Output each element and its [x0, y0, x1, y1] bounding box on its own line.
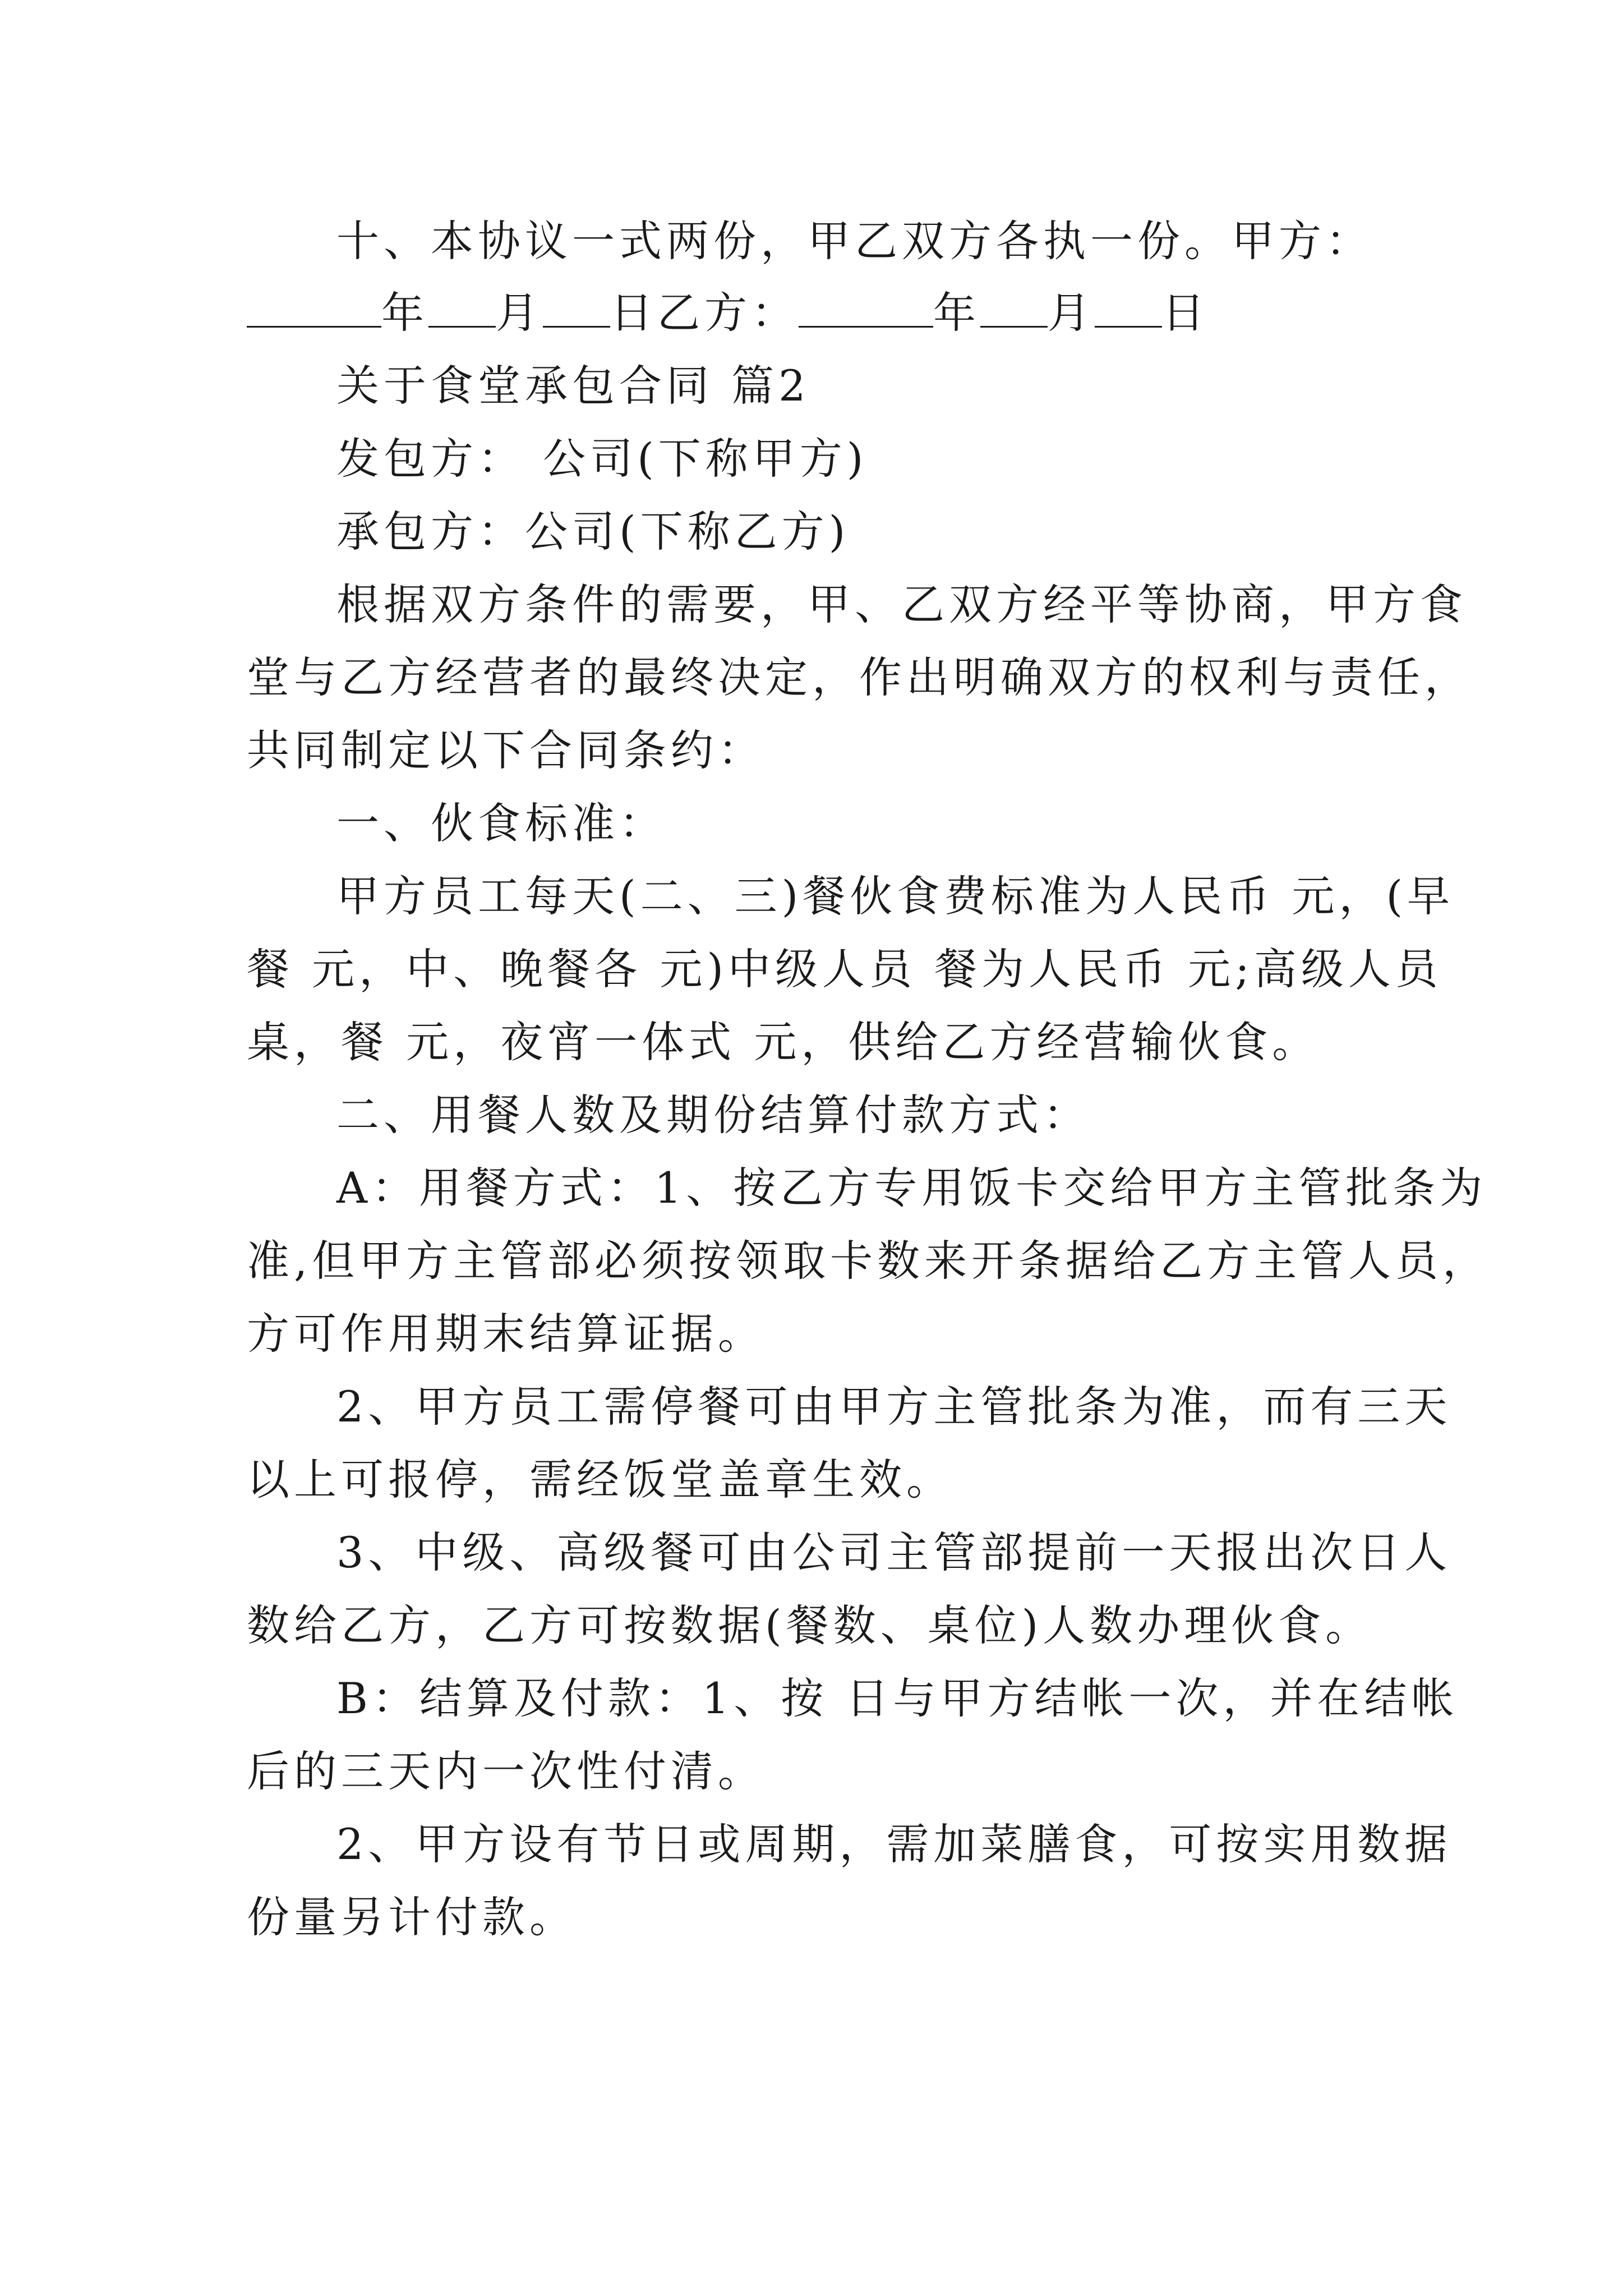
paragraph-line	[336, 1379, 1451, 1435]
party-a-text: 发包方： 公司(下称甲方)	[336, 434, 868, 484]
meal-stop-line-2: 以上可报停，需经饭堂盖章生效。	[247, 1455, 953, 1504]
senior-meal-line-2: 数给乙方，乙方可按数据(餐数、桌位)人数办理伙食。	[247, 1600, 1373, 1650]
day-party-b-label: 日乙方：	[610, 288, 799, 338]
contractor-party-a	[336, 431, 868, 487]
settlement-heading: 二、用餐人数及期份结算付款方式：	[336, 1090, 1090, 1140]
party-a-month-blank	[428, 287, 496, 328]
paragraph-line	[247, 1014, 1319, 1070]
paragraph-line	[336, 1160, 1487, 1216]
food-standard-line-3: 桌，餐 元，夜宵一体式 元，供给乙方经营输伙食。	[247, 1017, 1320, 1067]
year-label-b: 年	[933, 288, 980, 338]
party-b-month-blank	[980, 287, 1048, 328]
dining-method-line-2: 准,但甲方主管部必须按领取卡数来开条据给乙方主管人员，	[247, 1236, 1490, 1286]
dining-method-line-3: 方可作用期末结算证据。	[247, 1309, 765, 1359]
party-a-day-blank	[543, 287, 610, 328]
signature-date-line	[247, 285, 1209, 341]
paragraph-line	[336, 1671, 1458, 1727]
paragraph-line	[336, 1525, 1451, 1581]
clause-heading	[336, 795, 666, 852]
paragraph-line	[247, 650, 1472, 706]
paragraph-line	[247, 1743, 765, 1800]
day-label-b: 日	[1162, 288, 1209, 338]
intro-line-2: 堂与乙方经营者的最终决定，作出明确双方的权利与责任，	[247, 652, 1472, 702]
holiday-line-1: 2、甲方设有节日或周期，需加菜膳食，可按实用数据	[336, 1819, 1452, 1869]
contractor-party-b	[336, 504, 850, 560]
paragraph-line	[336, 577, 1467, 633]
paragraph-line	[336, 868, 1454, 924]
section-title: 关于食堂承包合同 篇2	[336, 361, 810, 411]
party-b-year-blank	[799, 287, 933, 328]
paragraph-line	[247, 941, 1442, 997]
year-label: 年	[381, 288, 428, 338]
food-standard-line-1: 甲方员工每天(二、三)餐伙食费标准为人民币 元，(早	[336, 871, 1455, 921]
clause-10-text: 十、本协议一式两份，甲乙双方各执一份。甲方：	[336, 216, 1373, 266]
paragraph-line	[247, 1889, 577, 1945]
month-label: 月	[496, 288, 543, 338]
holiday-line-2: 份量另计付款。	[247, 1892, 577, 1942]
party-b-text: 承包方：公司(下称乙方)	[336, 507, 850, 556]
dining-method-line-1: A：用餐方式：1、按乙方专用饭卡交给甲方主管批条为	[336, 1163, 1487, 1213]
intro-line-3: 共同制定以下合同条约：	[247, 725, 765, 775]
party-a-year-blank	[247, 287, 381, 328]
paragraph-line	[247, 1452, 953, 1508]
party-b-day-blank	[1095, 287, 1162, 328]
clause-10-line	[336, 213, 1373, 269]
food-standard-heading: 一、伙食标准：	[336, 798, 666, 848]
month-label-b: 月	[1048, 288, 1095, 338]
section-heading	[336, 358, 810, 414]
payment-line-1: B：结算及付款：1、按 日与甲方结帐一次，并在结帐	[336, 1673, 1459, 1723]
paragraph-line	[247, 1233, 1490, 1289]
intro-line-1: 根据双方条件的需要，甲、乙双方经平等协商，甲方食	[336, 579, 1467, 629]
paragraph-line	[336, 1816, 1451, 1872]
paragraph-line	[247, 1306, 765, 1362]
food-standard-line-2: 餐 元，中、晚餐各 元)中级人员 餐为人民币 元;高级人员	[247, 944, 1442, 994]
meal-stop-line-1: 2、甲方员工需停餐可由甲方主管批条为准，而有三天	[336, 1382, 1452, 1432]
clause-heading	[336, 1087, 1090, 1143]
payment-line-2: 后的三天内一次性付清。	[247, 1746, 765, 1796]
paragraph-line	[247, 723, 765, 779]
paragraph-line	[247, 1598, 1372, 1654]
senior-meal-line-1: 3、中级、高级餐可由公司主管部提前一天报出次日人	[336, 1527, 1452, 1577]
